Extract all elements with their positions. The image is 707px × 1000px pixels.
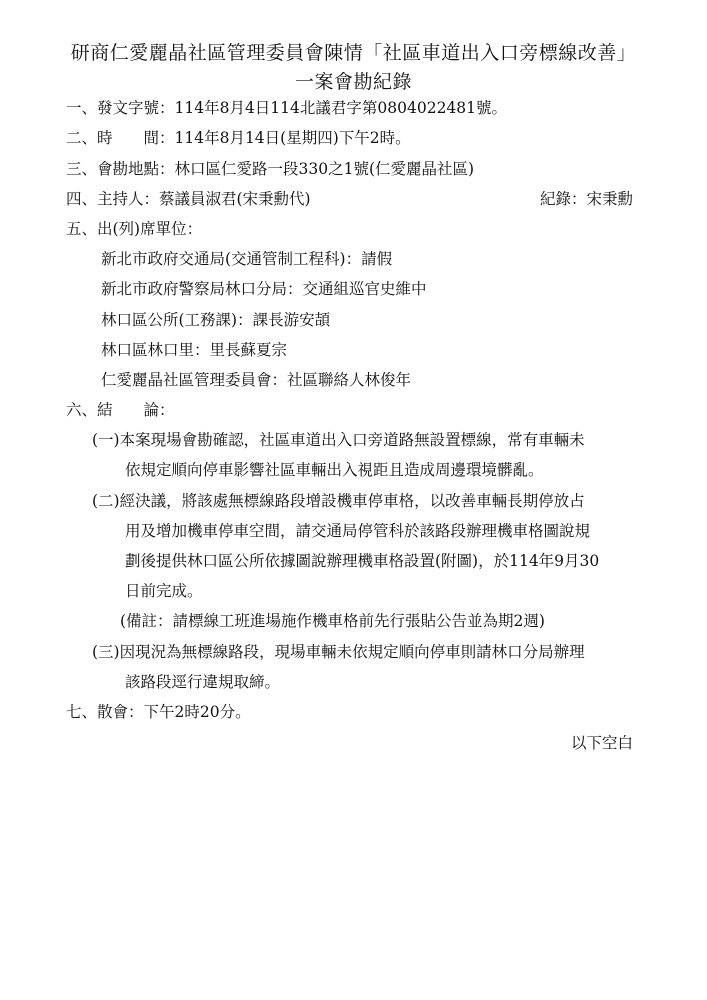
- time-line: 二、時 間：114年8月14日(星期四)下午2時。: [66, 129, 411, 147]
- end-note: 以下空白: [570, 734, 633, 752]
- conclusion-2-note: (備註：請標線工班進場施作機車格前先行張貼公告並為期2週): [120, 612, 545, 630]
- adjourn-line: 七、散會：下午2時20分。: [66, 703, 251, 721]
- attendee-item: 新北市政府警察局林口分局：交通組巡官史維中: [101, 280, 427, 298]
- conclusion-1-line: (一)本案現場會勘確認，社區車道出入口旁道路無設置標線，常有車輛未: [92, 431, 585, 449]
- attendees-heading: 五、出(列)席單位：: [66, 220, 203, 238]
- conclusion-2-line: 劃後提供林口區公所依據圖說辦理機車格設置(附圖)，於114年9月30: [125, 552, 600, 570]
- document-title-line1: 研商仁愛麗晶社區管理委員會陳情「社區車道出入口旁標線改善」: [70, 42, 637, 64]
- host-line: 四、主持人：蔡議員淑君(宋秉勳代): [66, 190, 311, 208]
- attendee-item: 林口區公所(工務課)：課長游安頡: [101, 311, 331, 329]
- conclusion-1-line: 依規定順向停車影響社區車輛出入視距且造成周邊環境髒亂。: [125, 461, 544, 479]
- document-title-line2: 一案會勘紀錄: [294, 71, 412, 93]
- attendee-item: 林口區林口里：里長蘇夏宗: [101, 341, 288, 359]
- location-line: 三、會勘地點：林口區仁愛路一段330之1號(仁愛麗晶社區): [66, 160, 475, 178]
- conclusion-3-line: 該路段逕行違規取締。: [125, 673, 281, 691]
- conclusion-2-line: 日前完成。: [125, 582, 203, 600]
- attendee-item: 仁愛麗晶社區管理委員會：社區聯絡人林俊年: [101, 371, 412, 389]
- conclusion-2-line: (二)經決議，將該處無標線路段增設機車停車格，以改善車輛長期停放占: [92, 492, 585, 510]
- conclusion-heading: 六、結 論：: [66, 401, 175, 419]
- conclusion-3-line: (三)因現況為無標線路段，現場車輛未依規定順向停車則請林口分局辦理: [92, 643, 585, 661]
- conclusion-2-line: 用及增加機車停車空間，請交通局停管科於該路段辦理機車格圖說規: [125, 522, 591, 540]
- attendee-item: 新北市政府交通局(交通管制工程科)：請假: [101, 250, 393, 268]
- doc-number-line: 一、發文字號：114年8月4日114北議君字第0804022481號。: [66, 99, 508, 117]
- recorder-line: 紀錄：宋秉勳: [539, 190, 633, 208]
